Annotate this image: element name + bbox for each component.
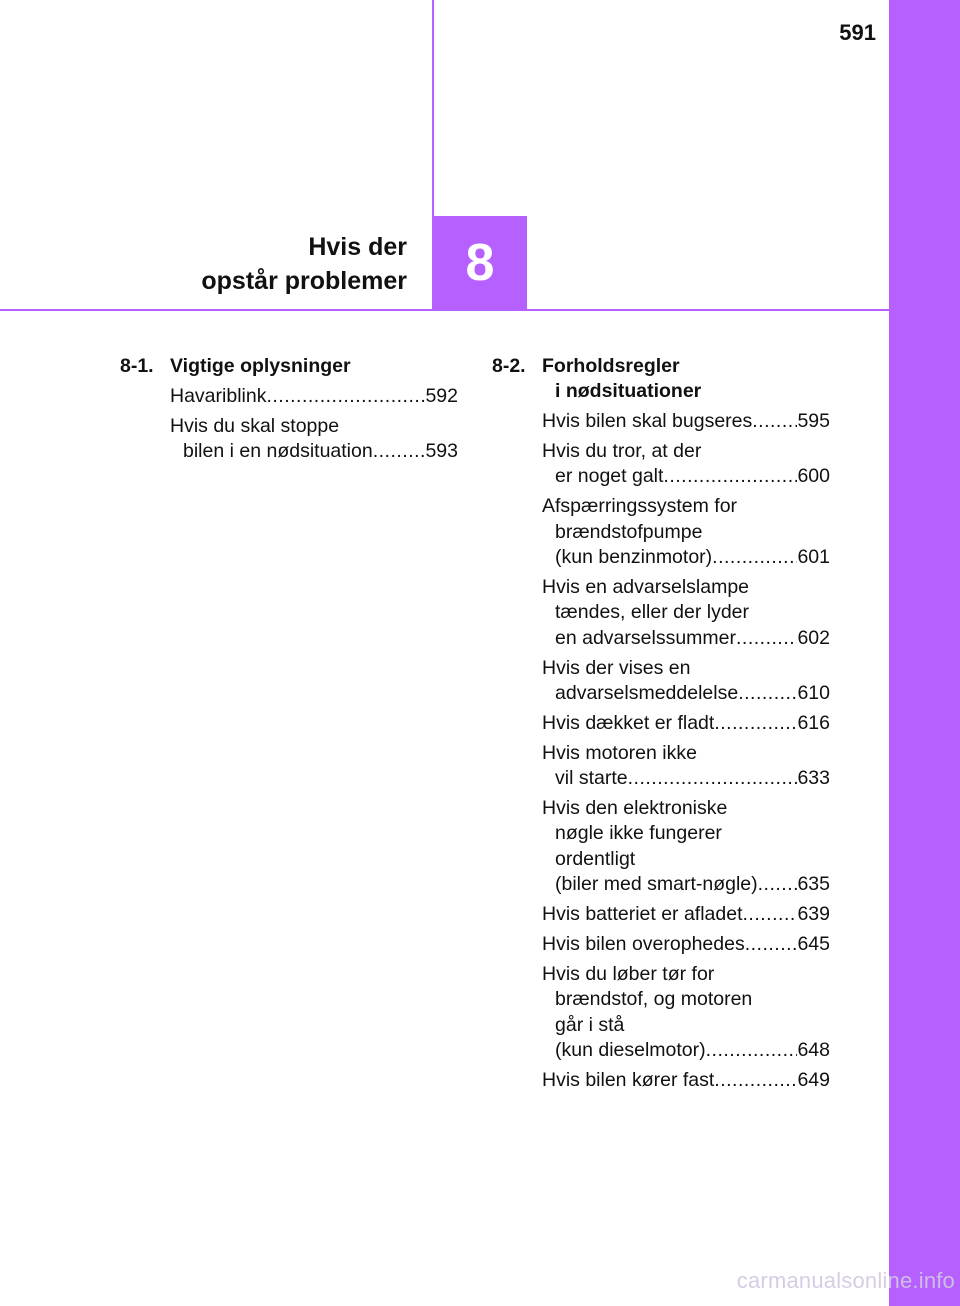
toc-page-number[interactable]: 602 bbox=[797, 626, 830, 649]
toc-page-number[interactable]: 595 bbox=[797, 410, 830, 433]
dot-leader bbox=[714, 1068, 797, 1093]
toc-entry-text: Hvis bilen kører fast bbox=[542, 1068, 715, 1091]
toc-page-number[interactable]: 633 bbox=[797, 767, 830, 790]
chapter-title-line-2: opstår problemer bbox=[201, 267, 407, 295]
toc-entry-text: Hvis du tror, at der bbox=[542, 440, 702, 463]
section-title-line: Forholdsregler bbox=[542, 355, 680, 377]
toc-page-number[interactable]: 639 bbox=[797, 902, 830, 925]
toc-entry[interactable] bbox=[542, 796, 830, 897]
toc-entry-text: Afspærringssystem for bbox=[542, 495, 738, 518]
toc-entry-text: Hvis den elektroniske bbox=[542, 797, 728, 820]
toc-entry[interactable] bbox=[542, 575, 830, 651]
toc-entry-text: nøgle ikke fungerer bbox=[555, 822, 722, 845]
toc-entry-text: en advarselssummer bbox=[555, 626, 736, 649]
page-number: 591 bbox=[839, 20, 876, 45]
dot-leader bbox=[752, 409, 797, 434]
toc-page-number[interactable]: 601 bbox=[797, 545, 830, 568]
toc-entry-text: (kun dieselmotor) bbox=[555, 1038, 706, 1061]
watermark: carmanualsonline.info bbox=[736, 1268, 955, 1293]
toc-column-left bbox=[120, 354, 458, 469]
toc-entry-text: Hvis bilen skal bugseres bbox=[542, 410, 753, 433]
toc-entry[interactable] bbox=[542, 962, 830, 1063]
dot-leader bbox=[712, 545, 797, 570]
toc-entry[interactable] bbox=[542, 656, 830, 707]
toc-entry[interactable] bbox=[170, 414, 458, 465]
section-heading bbox=[120, 354, 458, 379]
toc-entry[interactable] bbox=[542, 711, 830, 736]
section-title-line: Vigtige oplysninger bbox=[170, 355, 351, 377]
toc-entry[interactable] bbox=[542, 439, 830, 490]
dot-leader bbox=[745, 932, 798, 957]
toc-entry-row bbox=[170, 439, 458, 464]
toc-entry-row bbox=[542, 409, 830, 434]
toc-page-number[interactable]: 592 bbox=[425, 384, 458, 407]
toc-entry[interactable] bbox=[542, 409, 830, 434]
section-title bbox=[170, 354, 351, 379]
toc-entry-text: bilen i en nødsituation bbox=[183, 440, 373, 463]
toc-entry-text: brændstofpumpe bbox=[555, 520, 703, 543]
dot-leader bbox=[743, 902, 798, 927]
toc-entry-text: Hvis dækket er fladt bbox=[542, 711, 715, 734]
dot-leader bbox=[714, 711, 797, 736]
toc-entry-text: ordentligt bbox=[555, 847, 636, 870]
toc-entry-row bbox=[542, 1068, 830, 1093]
dot-leader bbox=[663, 464, 797, 489]
toc-entry-row bbox=[170, 384, 458, 409]
toc-page-number[interactable]: 616 bbox=[797, 711, 830, 734]
toc-page-number[interactable]: 610 bbox=[797, 681, 830, 704]
dot-leader bbox=[706, 1038, 798, 1063]
toc-entry-text: tændes, eller der lyder bbox=[555, 601, 750, 624]
dot-leader bbox=[758, 872, 798, 897]
section-number: 8-2. bbox=[492, 355, 526, 377]
toc-entry[interactable] bbox=[542, 741, 830, 792]
toc-entry-text: Hvis batteriet er afladet bbox=[542, 902, 743, 925]
toc-entry-text: brændstof, og motoren bbox=[555, 988, 753, 1011]
toc-page-number[interactable]: 593 bbox=[425, 440, 458, 463]
toc-entry-row bbox=[542, 766, 830, 791]
toc-entry[interactable] bbox=[542, 494, 830, 570]
toc-entry-text: (biler med smart-nøgle) bbox=[555, 872, 758, 895]
toc-entry[interactable] bbox=[542, 1068, 830, 1093]
toc-entry-text: Hvis du løber tør for bbox=[542, 962, 715, 985]
toc-entry-row bbox=[542, 932, 830, 957]
toc-entry-text: Hvis der vises en bbox=[542, 656, 691, 679]
section-title-line: i nødsituationer bbox=[555, 380, 702, 403]
toc-entry-row bbox=[542, 1038, 830, 1063]
toc-entry-text: går i stå bbox=[555, 1013, 625, 1036]
toc-page-number[interactable]: 649 bbox=[797, 1068, 830, 1091]
section-title bbox=[542, 354, 701, 405]
toc-entry[interactable] bbox=[170, 384, 458, 409]
toc-entry-text: er noget galt bbox=[555, 465, 664, 488]
toc-entry-row bbox=[542, 626, 830, 651]
toc-entry-row bbox=[542, 545, 830, 570]
toc-entry-row bbox=[542, 464, 830, 489]
toc-entry-text: advarselsmeddelelse bbox=[555, 681, 739, 704]
dot-leader bbox=[266, 384, 425, 409]
toc-entry-text: vil starte bbox=[555, 767, 628, 790]
toc-entry-text: (kun benzinmotor) bbox=[555, 545, 713, 568]
toc-entry-row bbox=[542, 711, 830, 736]
chapter-title-line-1: Hvis der bbox=[308, 233, 407, 261]
dot-leader bbox=[736, 626, 797, 651]
toc-page-number[interactable]: 648 bbox=[797, 1038, 830, 1061]
toc-entry[interactable] bbox=[542, 902, 830, 927]
chapter-title bbox=[150, 230, 407, 298]
toc-entry-text: Hvis motoren ikke bbox=[542, 741, 697, 764]
section-heading bbox=[492, 354, 830, 405]
toc-entry-text: Hvis en advarselslampe bbox=[542, 575, 750, 598]
toc-entry-text: Havariblink bbox=[170, 384, 267, 407]
toc-entry-row bbox=[542, 681, 830, 706]
dot-leader bbox=[373, 439, 426, 464]
toc-page-number[interactable]: 600 bbox=[797, 465, 830, 488]
toc-entry-text: Hvis du skal stoppe bbox=[170, 414, 340, 437]
section-number: 8-1. bbox=[120, 355, 154, 377]
toc-column-right bbox=[492, 354, 830, 1098]
toc-page-number[interactable]: 645 bbox=[797, 932, 830, 955]
dot-leader bbox=[738, 681, 797, 706]
toc-page-number[interactable]: 635 bbox=[797, 872, 830, 895]
toc-entry-row bbox=[542, 872, 830, 897]
chapter-number-box: 8 bbox=[433, 216, 527, 310]
chapter-side-bar bbox=[889, 0, 960, 1306]
toc-entry-row bbox=[542, 902, 830, 927]
toc-entry-text: Hvis bilen overophedes bbox=[542, 932, 745, 955]
toc-entry[interactable] bbox=[542, 932, 830, 957]
dot-leader bbox=[628, 766, 798, 791]
